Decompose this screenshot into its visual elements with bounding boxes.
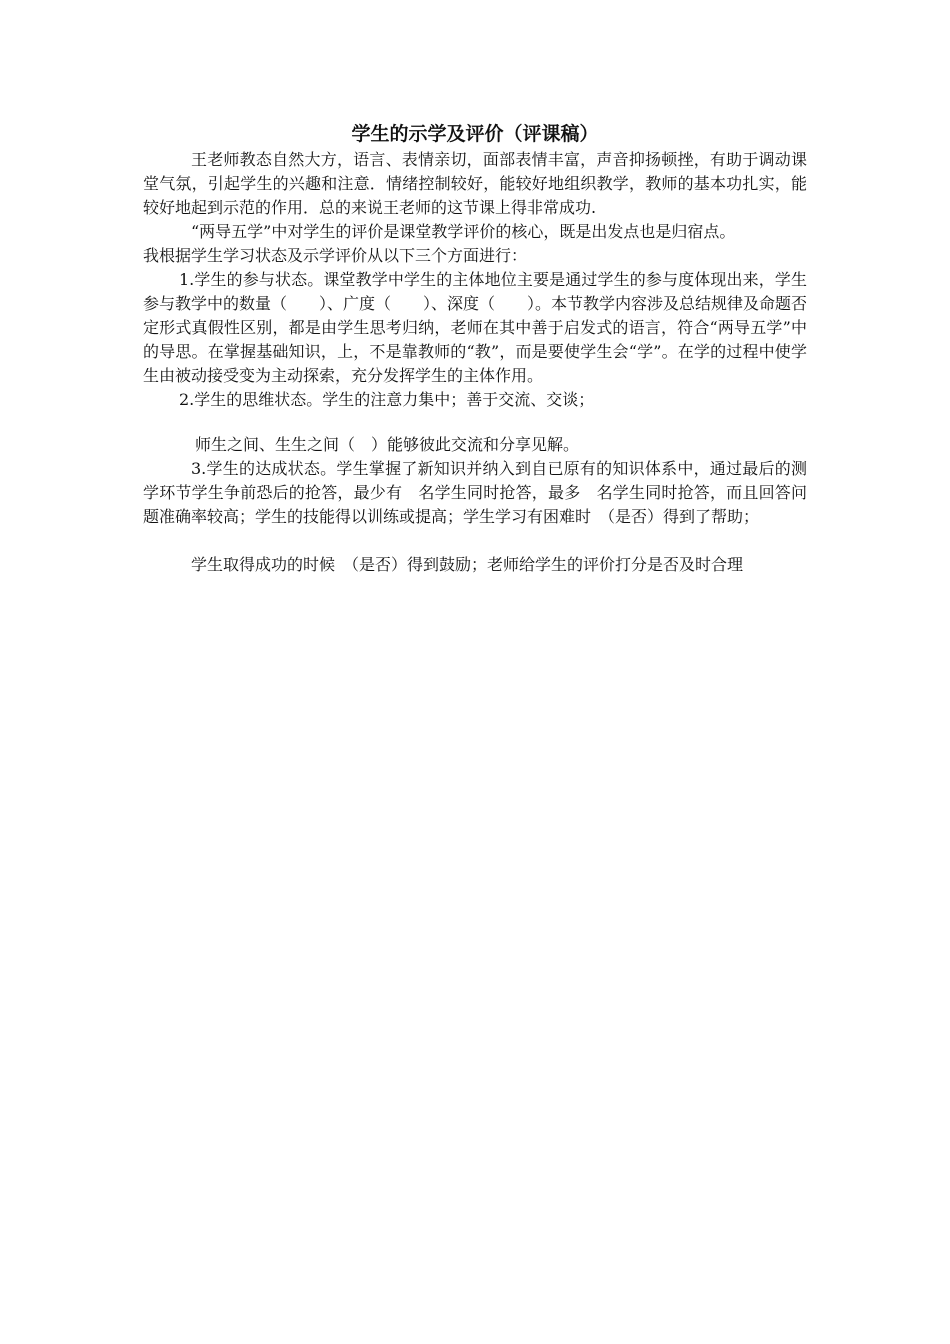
paragraph-three-aspects-intro: 我根据学生学习状态及示学评价从以下三个方面进行： xyxy=(143,246,528,265)
blank-line xyxy=(143,412,807,433)
paragraph-evaluation-core: “两导五学”中对学生的评价是课堂教学评价的核心，既是出发点也是归宿点。 xyxy=(191,222,736,241)
paragraph-participation-state: 1.学生的参与状态。课堂教学中学生的主体地位主要是通过学生的参与度体现出来，学生参与教学中的数量（ ）、广度（ ）、深度（ ）。本节教学内容涉及总结规律及命题否定形式真假性区别，都是由学生思考归纳，老师在其中善于启发式的语言，符合“两导五学”中的导思。在掌握基础知识，上，不是靠教师的“教”，而是要使学生会“学”。在学的过程中使学生由被动接受变为主动探索，充分发挥学生的主体作用。 xyxy=(143,270,808,385)
blank-line xyxy=(143,529,807,553)
paragraph-exchange-views: 师生之间、生生之间（ ）能够彼此交流和分享见解。 xyxy=(195,435,580,454)
paragraph-teacher-demeanor: 王老师教态自然大方，语言、表情亲切，面部表情丰富，声音抑扬顿挫，有助于调动课堂气氛，引起学生的兴趣和注意．情绪控制较好，能较好地组织教学，教师的基本功扎实，能较好地起到示范的作用．总的来说王老师的这节课上得非常成功. xyxy=(143,150,807,217)
document-title: 学生的示学及评价（评课稿） xyxy=(351,123,599,145)
document-page xyxy=(143,120,807,577)
paragraph-achievement-state: 3.学生的达成状态。学生掌握了新知识并纳入到自已原有的知识体系中，通过最后的测学环节学生争前恐后的抢答，最少有 名学生同时抢答，最多 名学生同时抢答，而且回答问题准确率较高；学生的技能得以训练或提高；学生学习有困难时 （是否）得到了帮助； xyxy=(143,459,807,526)
paragraph-success-encouragement: 学生取得成功的时候 （是否）得到鼓励；老师给学生的评价打分是否及时合理 xyxy=(191,555,744,574)
paragraph-thinking-state: 2.学生的思维状态。学生的注意力集中；善于交流、交谈； xyxy=(179,390,595,409)
